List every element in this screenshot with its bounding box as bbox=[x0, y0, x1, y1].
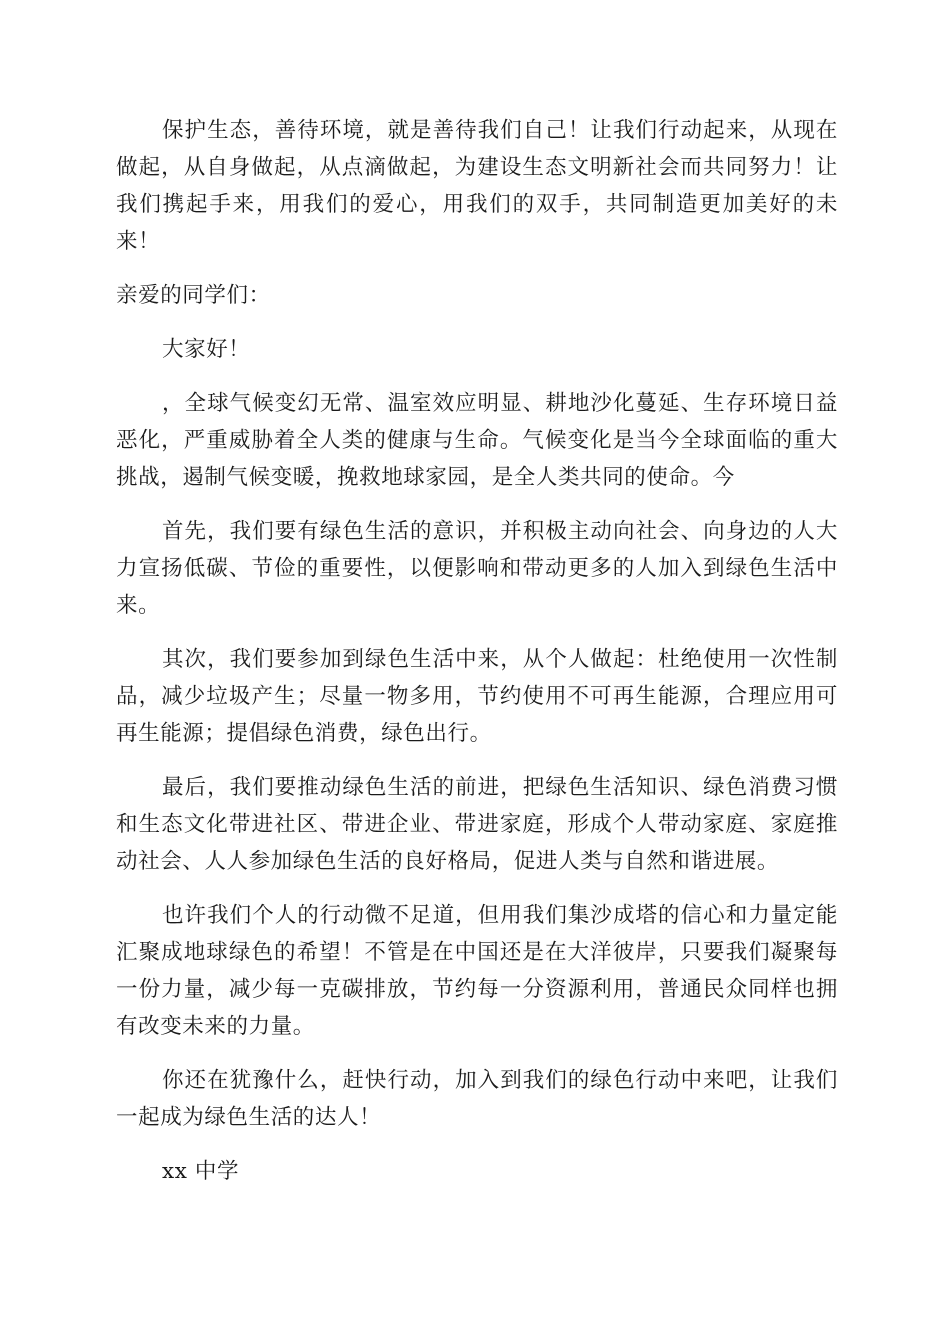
greeting: 大家好！ bbox=[162, 337, 251, 362]
third-point-paragraph: 最后，我们要推动绿色生活的前进，把绿色生活知识、绿色消费习惯和生态文化带进社区、带进企业、带进家庭，形成个人带动家庭、家庭推动社会、人人参加绿色生活的良好格局，促进人类与自然和谐进展。 bbox=[116, 775, 838, 874]
encouragement-paragraph: 也许我们个人的行动微不足道，但用我们集沙成塔的信心和力量定能汇聚成地球绿色的希望！不管是在中国还是在大洋彼岸，只要我们凝聚每一份力量，减少每一克碳排放，节约每一分资源利用，普通民众同样也拥有改变未来的力量。 bbox=[116, 903, 838, 1039]
call-to-action-paragraph: 你还在犹豫什么，赶快行动，加入到我们的绿色行动中来吧，让我们一起成为绿色生活的达人！ bbox=[116, 1068, 838, 1130]
closing-paragraph-previous: 保护生态，善待环境，就是善待我们自己！让我们行动起来，从现在做起，从自身做起，从点滴做起，为建设生态文明新社会而共同努力！让我们携起手来，用我们的爱心，用我们的双手，共同制造更加美好的未来！ bbox=[116, 118, 838, 254]
first-point-paragraph: 首先，我们要有绿色生活的意识，并积极主动向社会、向身边的人大力宣扬低碳、节俭的重要性，以便影响和带动更多的人加入到绿色生活中来。 bbox=[116, 519, 838, 618]
signature: xx 中学 bbox=[162, 1159, 240, 1184]
intro-paragraph: ，全球气候变幻无常、温室效应明显、耕地沙化蔓延、生存环境日益恶化，严重威胁着全人类的健康与生命。气候变化是当今全球面临的重大挑战，遏制气候变暖，挽救地球家园，是全人类共同的使命。今 bbox=[116, 391, 838, 490]
salutation: 亲爱的同学们： bbox=[116, 283, 271, 308]
document-body bbox=[116, 112, 838, 1207]
second-point-paragraph: 其次，我们要参加到绿色生活中来，从个人做起：杜绝使用一次性制品，减少垃圾产生；尽量一物多用，节约使用不可再生能源，合理应用可再生能源；提倡绿色消费，绿色出行。 bbox=[116, 647, 838, 746]
